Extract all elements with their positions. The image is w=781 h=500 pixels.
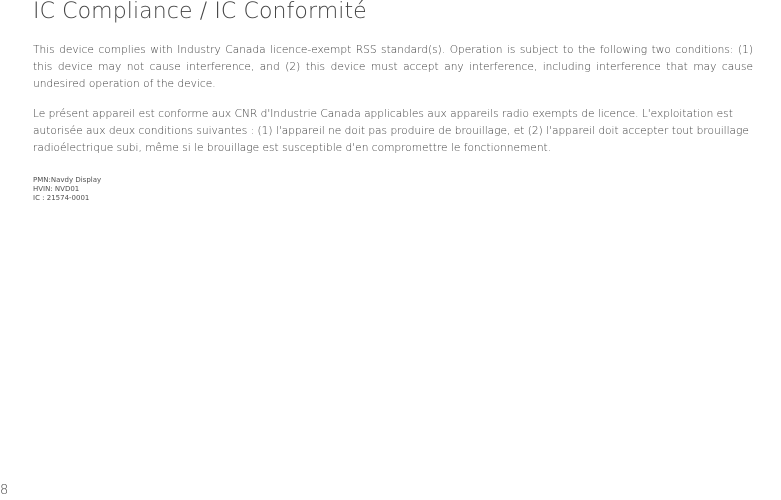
page-title: IC Compliance / IC Conformité	[33, 0, 367, 24]
page-number: 8	[0, 483, 9, 498]
device-identifiers	[33, 176, 101, 203]
compliance-paragraph-english: This device complies with Industry Canada licence-exempt RSS standard(s). Operation is subject to the following two conditions: (1) this device may not cause interference, and (2) this device must accept any interference, including interference that may cause undesired operation of the device.	[33, 44, 753, 90]
hvin-identifier: HVIN: NVD01	[33, 185, 80, 193]
ic-identifier: IC : 21574-0001	[33, 194, 90, 202]
pmn-identifier: PMN:Navdy Display	[33, 176, 102, 184]
compliance-paragraph-french: Le présent appareil est conforme aux CNR d'Industrie Canada applicables aux appareils radio exempts de licence. L'exploitation est autorisée aux deux conditions suivantes : (1) l'appareil ne doit pas produire de brouillage, et (2) l'appareil doit accepter tout brouillage radioélectrique subi, même si le brouillage est susceptible d'en compromettre le fonctionnement.	[33, 108, 749, 154]
